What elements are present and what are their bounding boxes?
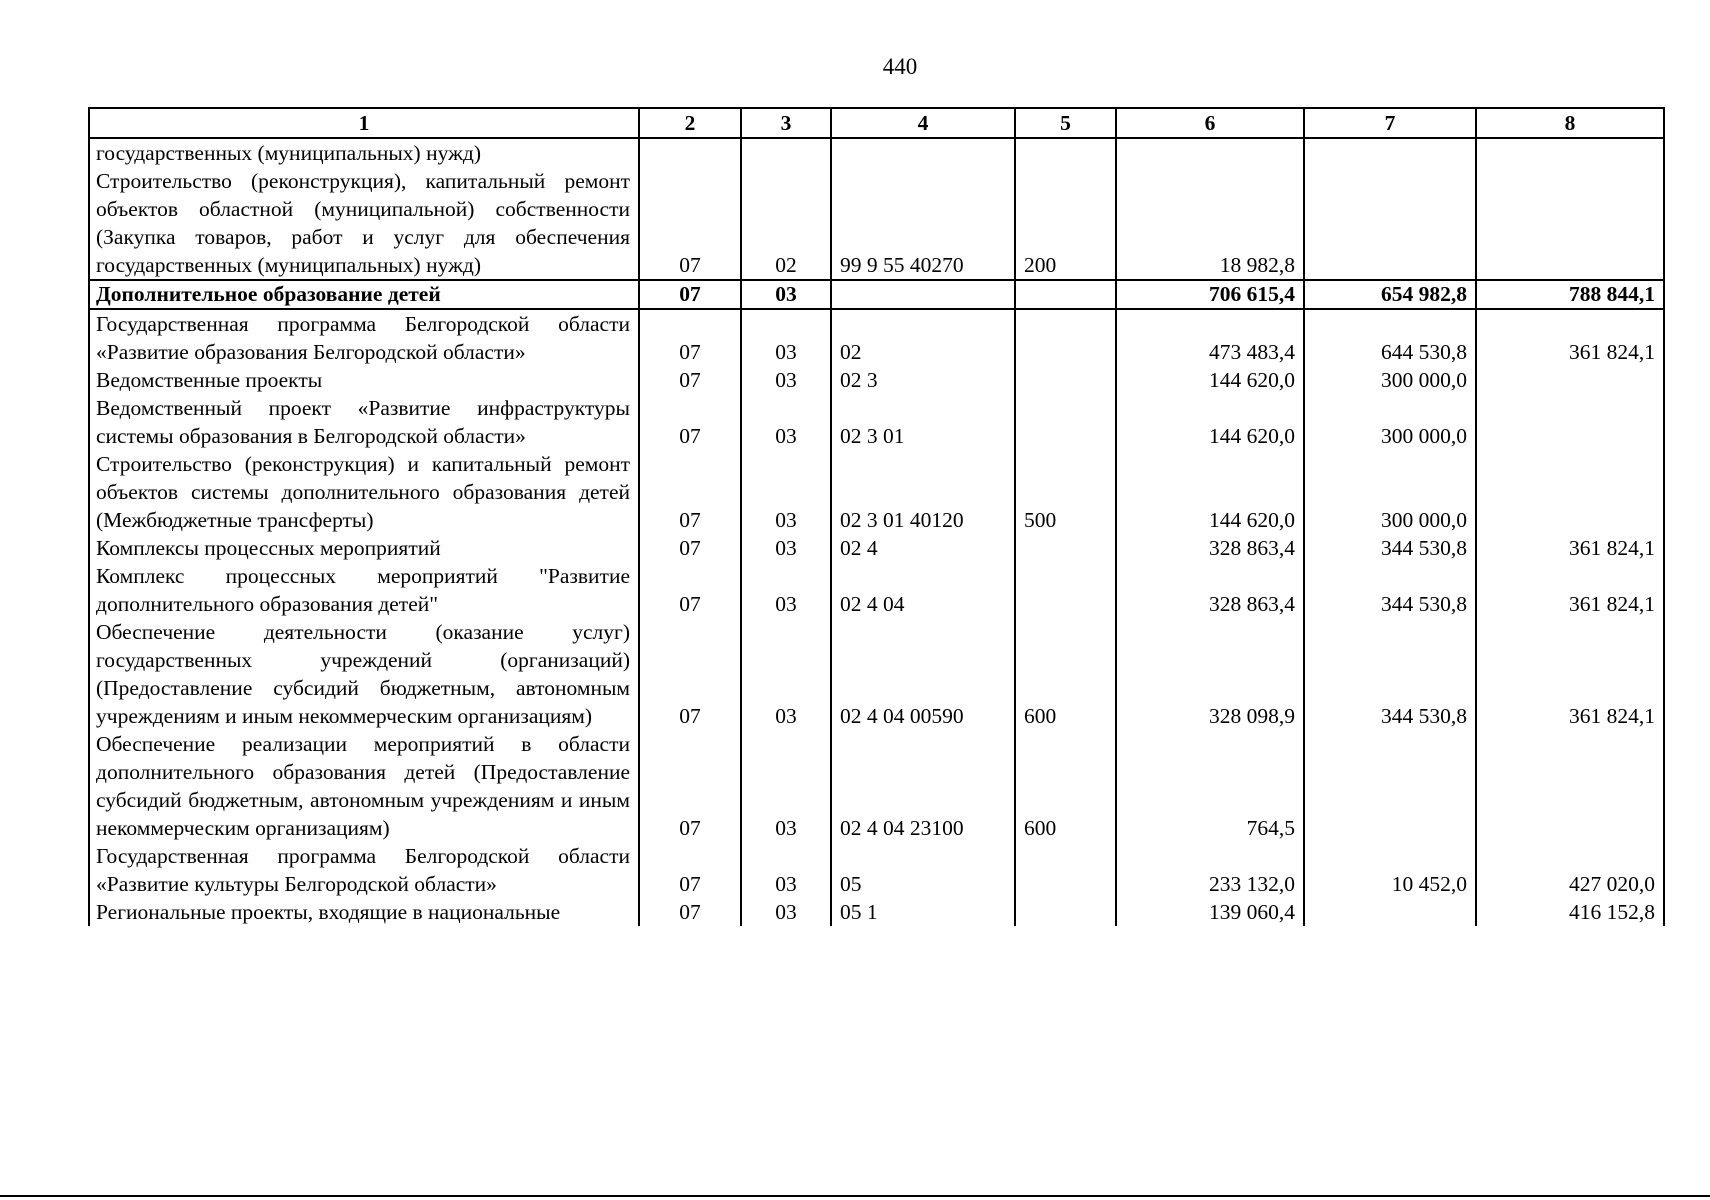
row-target-article-cell: 02 3: [831, 366, 1015, 394]
row-target-article-cell: 02: [831, 309, 1015, 366]
table-row: [89, 366, 1664, 394]
row-amount-col6-cell: 144 620,0: [1116, 394, 1304, 450]
row-subsection-cell: 03: [741, 280, 831, 309]
row-section-cell: 07: [639, 394, 741, 450]
row-subsection-cell: 03: [741, 534, 831, 562]
row-target-article-cell: 02 3 01 40120: [831, 450, 1015, 534]
row-amount-col8-cell: 361 824,1: [1476, 562, 1664, 618]
row-target-article-cell: 99 9 55 40270: [831, 167, 1015, 280]
row-name-cell: Ведомственные проекты: [89, 366, 639, 394]
row-name-cell: Строительство (реконструкция), капитальный ремонт объектов областной (муниципальной) собственности (Закупка товаров, работ и услуг для обеспечения государственных (муниципальных) нужд): [89, 167, 639, 280]
header-col-7: 7: [1304, 108, 1476, 138]
row-amount-col6-cell: 18 982,8: [1116, 167, 1304, 280]
row-expense-type-cell: 600: [1015, 730, 1116, 842]
table-row: [89, 562, 1664, 618]
row-target-article-cell: [831, 138, 1015, 167]
row-expense-type-cell: [1015, 394, 1116, 450]
row-name-cell: Строительство (реконструкция) и капитальный ремонт объектов системы дополнительного образования детей (Межбюджетные трансферты): [89, 450, 639, 534]
row-amount-col7-cell: 10 452,0: [1304, 842, 1476, 898]
row-amount-col8-cell: [1476, 730, 1664, 842]
row-name-cell: Государственная программа Белгородской области «Развитие культуры Белгородской области»: [89, 842, 639, 898]
row-amount-col8-cell: 788 844,1: [1476, 280, 1664, 309]
row-subsection-cell: 03: [741, 898, 831, 926]
header-row: [89, 108, 1664, 138]
row-section-cell: 07: [639, 450, 741, 534]
row-section-cell: 07: [639, 730, 741, 842]
row-section-cell: 07: [639, 280, 741, 309]
row-amount-col8-cell: 361 824,1: [1476, 534, 1664, 562]
row-amount-col6-cell: 233 132,0: [1116, 842, 1304, 898]
row-subsection-cell: 03: [741, 842, 831, 898]
row-target-article-cell: 02 4 04 00590: [831, 618, 1015, 730]
table-row: [89, 138, 1664, 167]
row-name-cell: Обеспечение деятельности (оказание услуг) государственных учреждений (организаций) (Предоставление субсидий бюджетным, автономным учреждениям и иным некоммерческим организациям): [89, 618, 639, 730]
row-amount-col7-cell: 300 000,0: [1304, 394, 1476, 450]
row-section-cell: 07: [639, 842, 741, 898]
header-col-2: 2: [639, 108, 741, 138]
row-amount-col6-cell: 764,5: [1116, 730, 1304, 842]
row-name-cell: Комплексы процессных мероприятий: [89, 534, 639, 562]
header-col-4: 4: [831, 108, 1015, 138]
row-section-cell: 07: [639, 534, 741, 562]
row-expense-type-cell: [1015, 309, 1116, 366]
row-amount-col7-cell: [1304, 898, 1476, 926]
row-amount-col8-cell: [1476, 394, 1664, 450]
row-amount-col6-cell: 328 863,4: [1116, 534, 1304, 562]
table-row: [89, 167, 1664, 280]
row-target-article-cell: 02 3 01: [831, 394, 1015, 450]
header-col-8: 8: [1476, 108, 1664, 138]
row-amount-col7-cell: [1304, 730, 1476, 842]
table-row: [89, 842, 1664, 898]
table-row: [89, 450, 1664, 534]
row-amount-col7-cell: 344 530,8: [1304, 618, 1476, 730]
row-section-cell: [639, 138, 741, 167]
row-expense-type-cell: 600: [1015, 618, 1116, 730]
row-subsection-cell: [741, 138, 831, 167]
row-subsection-cell: 03: [741, 618, 831, 730]
row-name-cell: государственных (муниципальных) нужд): [89, 138, 639, 167]
row-amount-col8-cell: [1476, 138, 1664, 167]
row-subsection-cell: 03: [741, 366, 831, 394]
row-expense-type-cell: [1015, 366, 1116, 394]
row-expense-type-cell: [1015, 562, 1116, 618]
table-row: [89, 534, 1664, 562]
row-amount-col8-cell: [1476, 450, 1664, 534]
row-subsection-cell: 03: [741, 730, 831, 842]
row-amount-col8-cell: 416 152,8: [1476, 898, 1664, 926]
row-amount-col6-cell: 706 615,4: [1116, 280, 1304, 309]
row-amount-col8-cell: [1476, 167, 1664, 280]
row-amount-col7-cell: 300 000,0: [1304, 366, 1476, 394]
row-expense-type-cell: [1015, 898, 1116, 926]
row-section-cell: 07: [639, 309, 741, 366]
row-amount-col6-cell: 139 060,4: [1116, 898, 1304, 926]
table-row: [89, 898, 1664, 926]
row-amount-col6-cell: 144 620,0: [1116, 450, 1304, 534]
header-col-3: 3: [741, 108, 831, 138]
table-row: [89, 309, 1664, 366]
row-amount-col6-cell: 473 483,4: [1116, 309, 1304, 366]
table-row: [89, 394, 1664, 450]
row-amount-col6-cell: [1116, 138, 1304, 167]
row-amount-col6-cell: 328 098,9: [1116, 618, 1304, 730]
row-amount-col7-cell: [1304, 138, 1476, 167]
row-section-cell: 07: [639, 366, 741, 394]
row-expense-type-cell: 500: [1015, 450, 1116, 534]
row-amount-col8-cell: [1476, 366, 1664, 394]
row-subsection-cell: 03: [741, 562, 831, 618]
row-name-cell: Государственная программа Белгородской области «Развитие образования Белгородской области»: [89, 309, 639, 366]
header-col-1: 1: [89, 108, 639, 138]
row-amount-col6-cell: 144 620,0: [1116, 366, 1304, 394]
row-target-article-cell: 05 1: [831, 898, 1015, 926]
row-amount-col7-cell: 300 000,0: [1304, 450, 1476, 534]
row-amount-col8-cell: 361 824,1: [1476, 309, 1664, 366]
row-expense-type-cell: [1015, 842, 1116, 898]
row-subsection-cell: 02: [741, 167, 831, 280]
row-name-cell: Дополнительное образование детей: [89, 280, 639, 309]
row-subsection-cell: 03: [741, 394, 831, 450]
row-target-article-cell: 05: [831, 842, 1015, 898]
header-col-6: 6: [1116, 108, 1304, 138]
header-col-5: 5: [1015, 108, 1116, 138]
row-amount-col7-cell: 644 530,8: [1304, 309, 1476, 366]
row-section-cell: 07: [639, 167, 741, 280]
table-row: [89, 618, 1664, 730]
table-body: [89, 138, 1664, 926]
row-name-cell: Обеспечение реализации мероприятий в области дополнительного образования детей (Предоставление субсидий бюджетным, автономным учреждениям и иным некоммерческим организациям): [89, 730, 639, 842]
row-name-cell: Региональные проекты, входящие в национальные: [89, 898, 639, 926]
row-name-cell: Ведомственный проект «Развитие инфраструктуры системы образования в Белгородской области»: [89, 394, 639, 450]
row-target-article-cell: 02 4 04: [831, 562, 1015, 618]
table-row: [89, 730, 1664, 842]
row-section-cell: 07: [639, 898, 741, 926]
row-expense-type-cell: [1015, 534, 1116, 562]
row-amount-col7-cell: 344 530,8: [1304, 562, 1476, 618]
row-expense-type-cell: 200: [1015, 167, 1116, 280]
row-amount-col6-cell: 328 863,4: [1116, 562, 1304, 618]
page-number: 440: [882, 54, 918, 79]
row-target-article-cell: 02 4: [831, 534, 1015, 562]
row-amount-col8-cell: 361 824,1: [1476, 618, 1664, 730]
row-amount-col7-cell: 654 982,8: [1304, 280, 1476, 309]
page-edge-line: [0, 1195, 1710, 1197]
row-target-article-cell: [831, 280, 1015, 309]
row-section-cell: 07: [639, 562, 741, 618]
row-subsection-cell: 03: [741, 450, 831, 534]
row-amount-col7-cell: [1304, 167, 1476, 280]
row-subsection-cell: 03: [741, 309, 831, 366]
row-expense-type-cell: [1015, 138, 1116, 167]
row-amount-col7-cell: 344 530,8: [1304, 534, 1476, 562]
budget-table: [88, 107, 1665, 926]
table-row: [89, 280, 1664, 309]
row-name-cell: Комплекс процессных мероприятий "Развитие дополнительного образования детей": [89, 562, 639, 618]
row-section-cell: 07: [639, 618, 741, 730]
row-target-article-cell: 02 4 04 23100: [831, 730, 1015, 842]
row-expense-type-cell: [1015, 280, 1116, 309]
row-amount-col8-cell: 427 020,0: [1476, 842, 1664, 898]
